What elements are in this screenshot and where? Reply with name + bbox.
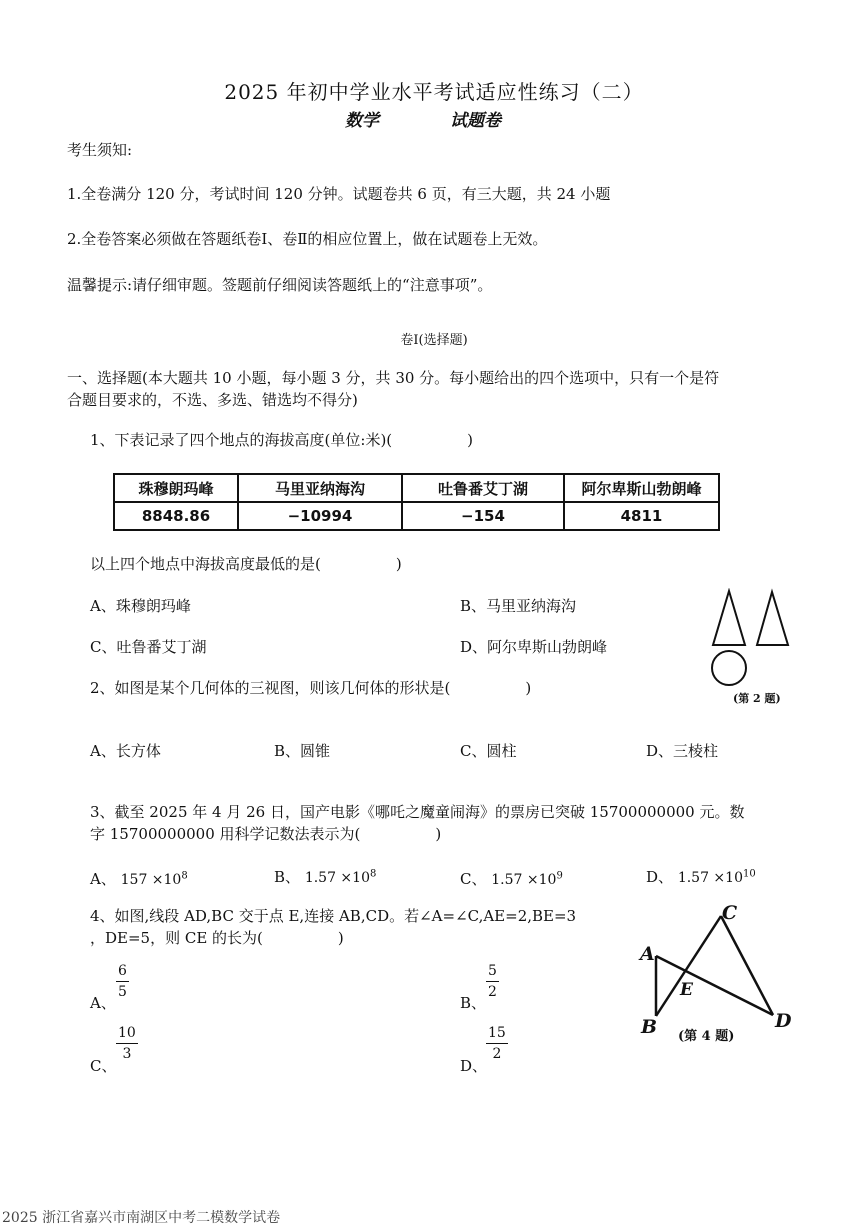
segment-ad [656, 956, 773, 1015]
point-a-label: A [640, 943, 655, 965]
sci-base: 1.57 ×10 [491, 872, 557, 888]
q3-option-d[interactable] [646, 866, 756, 887]
table-row [114, 502, 719, 530]
q3-option-c[interactable] [460, 868, 563, 889]
option-label: B、 [274, 868, 301, 886]
q4-option-b-label[interactable]: B、 [460, 994, 487, 1012]
q4-option-c-label[interactable]: C、 [90, 1057, 117, 1075]
sci-base: 157 ×10 [120, 872, 182, 888]
sci-exponent: 10 [742, 868, 756, 880]
option-value [121, 872, 188, 888]
option-value [678, 870, 756, 886]
notice-heading: 考生须知: [67, 141, 133, 159]
option-label: D、 [646, 868, 674, 886]
paper-label: 试题卷 [450, 111, 501, 131]
table-header-cell: 吐鲁番艾丁湖 [402, 474, 564, 502]
q1-option-d[interactable]: D、阿尔卑斯山勃朗峰 [460, 638, 608, 656]
q4-line1: 4、如图,线段 AD,BC 交于点 E,连接 AB,CD。若∠A=∠C,AE=2,BE=3 [90, 907, 577, 925]
q4-option-a-label[interactable]: A、 [90, 994, 116, 1012]
subject-label: 数学 [345, 111, 379, 131]
q4-option-c-fraction[interactable] [116, 1025, 138, 1062]
fraction-numerator: 10 [116, 1025, 138, 1044]
fraction-numerator: 15 [486, 1025, 508, 1044]
q4-line2: ，DE=5，则 CE 的长为( ) [90, 929, 344, 947]
q4-option-d-fraction[interactable] [486, 1025, 508, 1062]
sci-exponent: 8 [369, 868, 377, 880]
q3-line2: 字 15700000000 用科学记数法表示为( ) [90, 825, 442, 843]
sci-exponent: 9 [556, 870, 563, 882]
q2-option-d[interactable]: D、三棱柱 [646, 742, 719, 760]
notice-item-1: 1.全卷满分 120 分，考试时间 120 分钟。试题卷共 6 页，有三大题，共 24 小题 [67, 185, 611, 203]
table-cell: 4811 [564, 502, 719, 530]
q1-option-b[interactable]: B、马里亚纳海沟 [460, 597, 577, 615]
sci-base: 1.57 ×10 [677, 870, 743, 886]
fraction-denominator: 3 [122, 1046, 132, 1062]
segment-cd [721, 916, 773, 1015]
segment-bc [656, 916, 721, 1016]
table-cell: 8848.86 [114, 502, 238, 530]
option-label: C、 [460, 870, 487, 888]
footer-caption: 2025 浙江省嘉兴市南湖区中考二模数学试卷 [2, 1210, 281, 1226]
figure-2-label: (第 2 题) [733, 692, 781, 705]
q2-option-a[interactable]: A、长方体 [90, 742, 161, 760]
sci-base: 1.57 ×10 [304, 870, 370, 886]
q2-option-c[interactable]: C、圆柱 [460, 742, 517, 760]
q4-option-a-fraction[interactable] [116, 963, 129, 1000]
table-header-cell: 马里亚纳海沟 [238, 474, 402, 502]
table-header-row [114, 474, 719, 502]
front-view-triangle [713, 591, 745, 645]
q3-line1: 3、截至 2025 年 4 月 26 日，国产电影《哪吒之魔童闹海》的票房已突破 15700000000 元。数 [90, 803, 745, 821]
option-label: A、 [90, 870, 116, 888]
q4-option-d-label[interactable]: D、 [460, 1057, 488, 1075]
notice-item-2: 2.全卷答案必须做在答题纸卷Ⅰ、卷Ⅱ的相应位置上，做在试题卷上无效。 [67, 230, 548, 248]
altitude-table [113, 473, 720, 531]
three-view-figure [705, 588, 795, 688]
q2-option-b[interactable]: B、圆锥 [274, 742, 331, 760]
point-d-label: D [775, 1010, 792, 1032]
q1-option-c[interactable]: C、吐鲁番艾丁湖 [90, 638, 207, 656]
table-header-cell: 珠穆朗玛峰 [114, 474, 238, 502]
fraction-numerator: 6 [116, 963, 129, 982]
q3-option-b[interactable] [274, 866, 376, 887]
q1-stem: 1、下表记录了四个地点的海拔高度(单位:米)( ) [90, 431, 474, 449]
exam-title: 2025 年初中学业水平考试适应性练习（二） [224, 80, 644, 104]
fraction-numerator: 5 [486, 963, 499, 982]
table-cell: −10994 [238, 502, 402, 530]
point-b-label: B [641, 1016, 658, 1038]
fraction-denominator: 2 [492, 1046, 502, 1062]
option-value [491, 872, 563, 888]
volume-heading: 卷Ⅰ(选择题) [400, 333, 468, 348]
top-view-circle [712, 651, 746, 685]
sci-exponent: 8 [181, 870, 188, 882]
q1-option-a[interactable]: A、珠穆朗玛峰 [90, 597, 191, 615]
q3-option-a[interactable] [90, 868, 188, 889]
option-value [305, 870, 377, 886]
section-intro-line1: 一、选择题(本大题共 10 小题，每小题 3 分，共 30 分。每小题给出的四个选项中，只有一个是符 [67, 369, 720, 387]
side-view-triangle [757, 592, 788, 645]
q4-option-b-fraction[interactable] [486, 963, 499, 1000]
q2-stem: 2、如图是某个几何体的三视图，则该几何体的形状是( ) [90, 679, 532, 697]
q1-question: 以上四个地点中海拔高度最低的是( ) [90, 555, 402, 573]
fraction-denominator: 5 [118, 984, 127, 1000]
table-header-cell: 阿尔卑斯山勃朗峰 [564, 474, 719, 502]
notice-tip: 温馨提示:请仔细审题。签题前仔细阅读答题纸上的“注意事项”。 [67, 276, 493, 294]
section-intro-line2: 合题目要求的，不选、多选、错选均不得分) [67, 391, 358, 409]
figure-4-label: (第 4 题) [678, 1029, 735, 1044]
fraction-denominator: 2 [488, 984, 497, 1000]
table-cell: −154 [402, 502, 564, 530]
point-e-label: E [680, 980, 693, 1000]
point-c-label: C [722, 902, 738, 924]
